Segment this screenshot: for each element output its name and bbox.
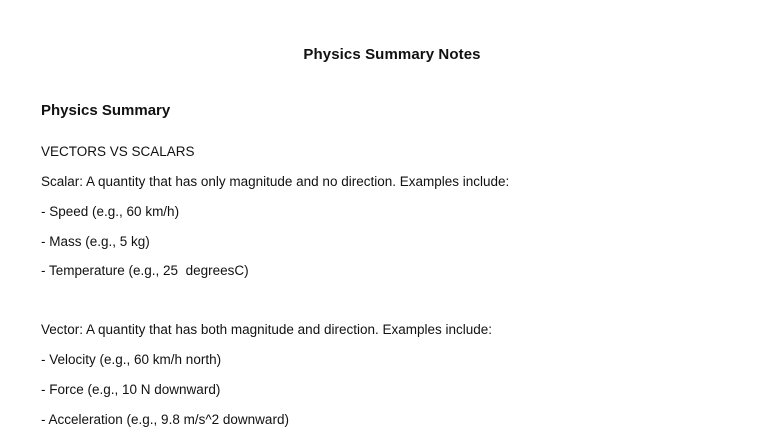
list-item: - Force (e.g., 10 N downward) [41,382,221,397]
scalar-definition: Scalar: A quantity that has only magnitude and no direction. Examples include: [41,174,510,189]
subsection-title: VECTORS VS SCALARS [41,144,195,159]
list-item: - Velocity (e.g., 60 km/h north) [41,352,222,367]
list-item: - Acceleration (e.g., 9.8 m/s^2 downward) [41,412,289,427]
list-item: - Speed (e.g., 60 km/h) [41,204,180,219]
section-heading: Physics Summary [41,102,171,119]
document-title: Physics Summary Notes [303,46,481,63]
list-item: - Mass (e.g., 5 kg) [41,234,150,249]
list-item: - Temperature (e.g., 25 degreesC) [41,263,249,278]
vector-definition: Vector: A quantity that has both magnitude and direction. Examples include: [41,322,493,337]
